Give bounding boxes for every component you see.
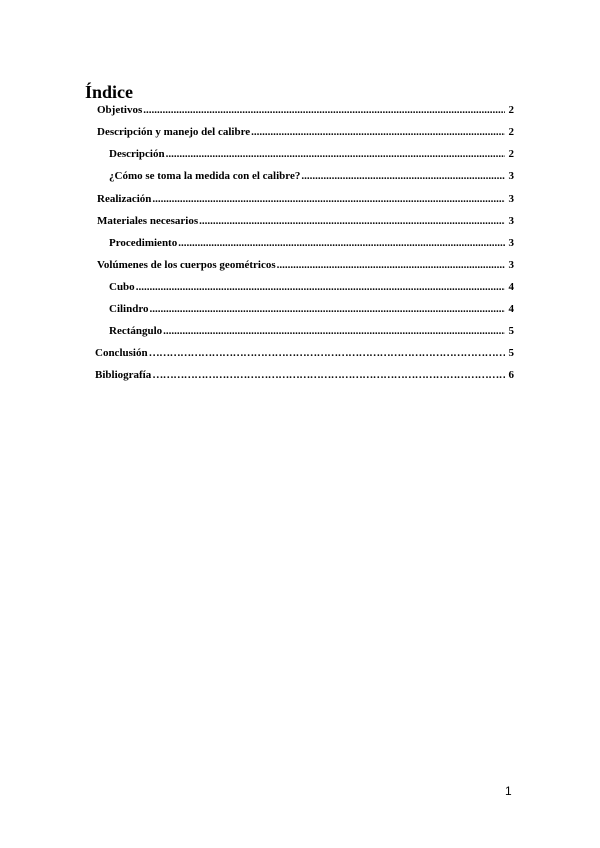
dot-leader (199, 214, 505, 228)
toc-entry-label: Objetivos (97, 104, 143, 116)
toc-entry-label: Descripción (109, 148, 165, 160)
toc-entry-page: 6 (508, 369, 514, 381)
toc-entry-procedimiento[interactable] (109, 236, 514, 250)
toc-entry-page: 2 (508, 104, 514, 116)
toc-entry-cubo[interactable] (109, 280, 514, 294)
dot-leader (251, 125, 505, 139)
toc-entry-page: 5 (508, 325, 514, 337)
toc-entry-volumenes[interactable] (97, 258, 514, 272)
dot-leader (143, 103, 505, 117)
dot-leader (178, 236, 505, 250)
dot-leader (277, 258, 505, 272)
toc-entry-materiales[interactable] (97, 214, 514, 228)
dot-leader (301, 169, 505, 183)
page-title: Índice (85, 82, 134, 102)
toc-entry-page: 3 (508, 170, 514, 182)
toc-entry-label: Cubo (109, 281, 135, 293)
dot-leader (149, 346, 505, 360)
toc-entry-conclusion[interactable] (95, 346, 514, 360)
toc-entry-bibliografia[interactable] (95, 368, 514, 382)
dot-leader (136, 280, 505, 294)
toc-entry-rectangulo[interactable] (109, 324, 514, 338)
dot-leader (163, 324, 505, 338)
toc-entry-label: Descripción y manejo del calibre (97, 126, 251, 138)
dot-leader (150, 302, 505, 316)
toc-entry-label: Procedimiento (109, 237, 178, 249)
toc-entry-descripcion-manejo[interactable] (97, 125, 514, 139)
toc-entry-label: Rectángulo (109, 325, 163, 337)
toc-entry-page: 3 (508, 259, 514, 271)
toc-entry-page: 4 (508, 281, 514, 293)
dot-leader (166, 147, 505, 161)
toc-entry-label: Materiales necesarios (97, 215, 199, 227)
toc-entry-descripcion[interactable] (109, 147, 514, 161)
toc-entry-label: Bibliografía (95, 369, 152, 381)
toc-entry-page: 2 (508, 126, 514, 138)
toc-entry-como-se-toma[interactable] (109, 169, 514, 183)
toc-entry-page: 5 (508, 347, 514, 359)
toc-entry-objetivos[interactable] (97, 103, 514, 117)
toc-entry-label: Conclusión (95, 347, 148, 359)
toc-entry-realizacion[interactable] (97, 192, 514, 206)
toc-entry-page: 3 (508, 193, 514, 205)
page-number: 1 (505, 784, 512, 798)
dot-leader (152, 368, 505, 382)
toc-entry-page: 3 (508, 237, 514, 249)
toc-entry-page: 4 (508, 303, 514, 315)
toc-entry-cilindro[interactable] (109, 302, 514, 316)
toc-entry-label: ¿Cómo se toma la medida con el calibre? (109, 170, 301, 182)
dot-leader (152, 192, 505, 206)
toc-entry-label: Cilindro (109, 303, 149, 315)
toc-entry-page: 3 (508, 215, 514, 227)
toc-entry-label: Realización (97, 193, 152, 205)
toc-entry-label: Volúmenes de los cuerpos geométricos (97, 259, 276, 271)
toc-entry-page: 2 (508, 148, 514, 160)
